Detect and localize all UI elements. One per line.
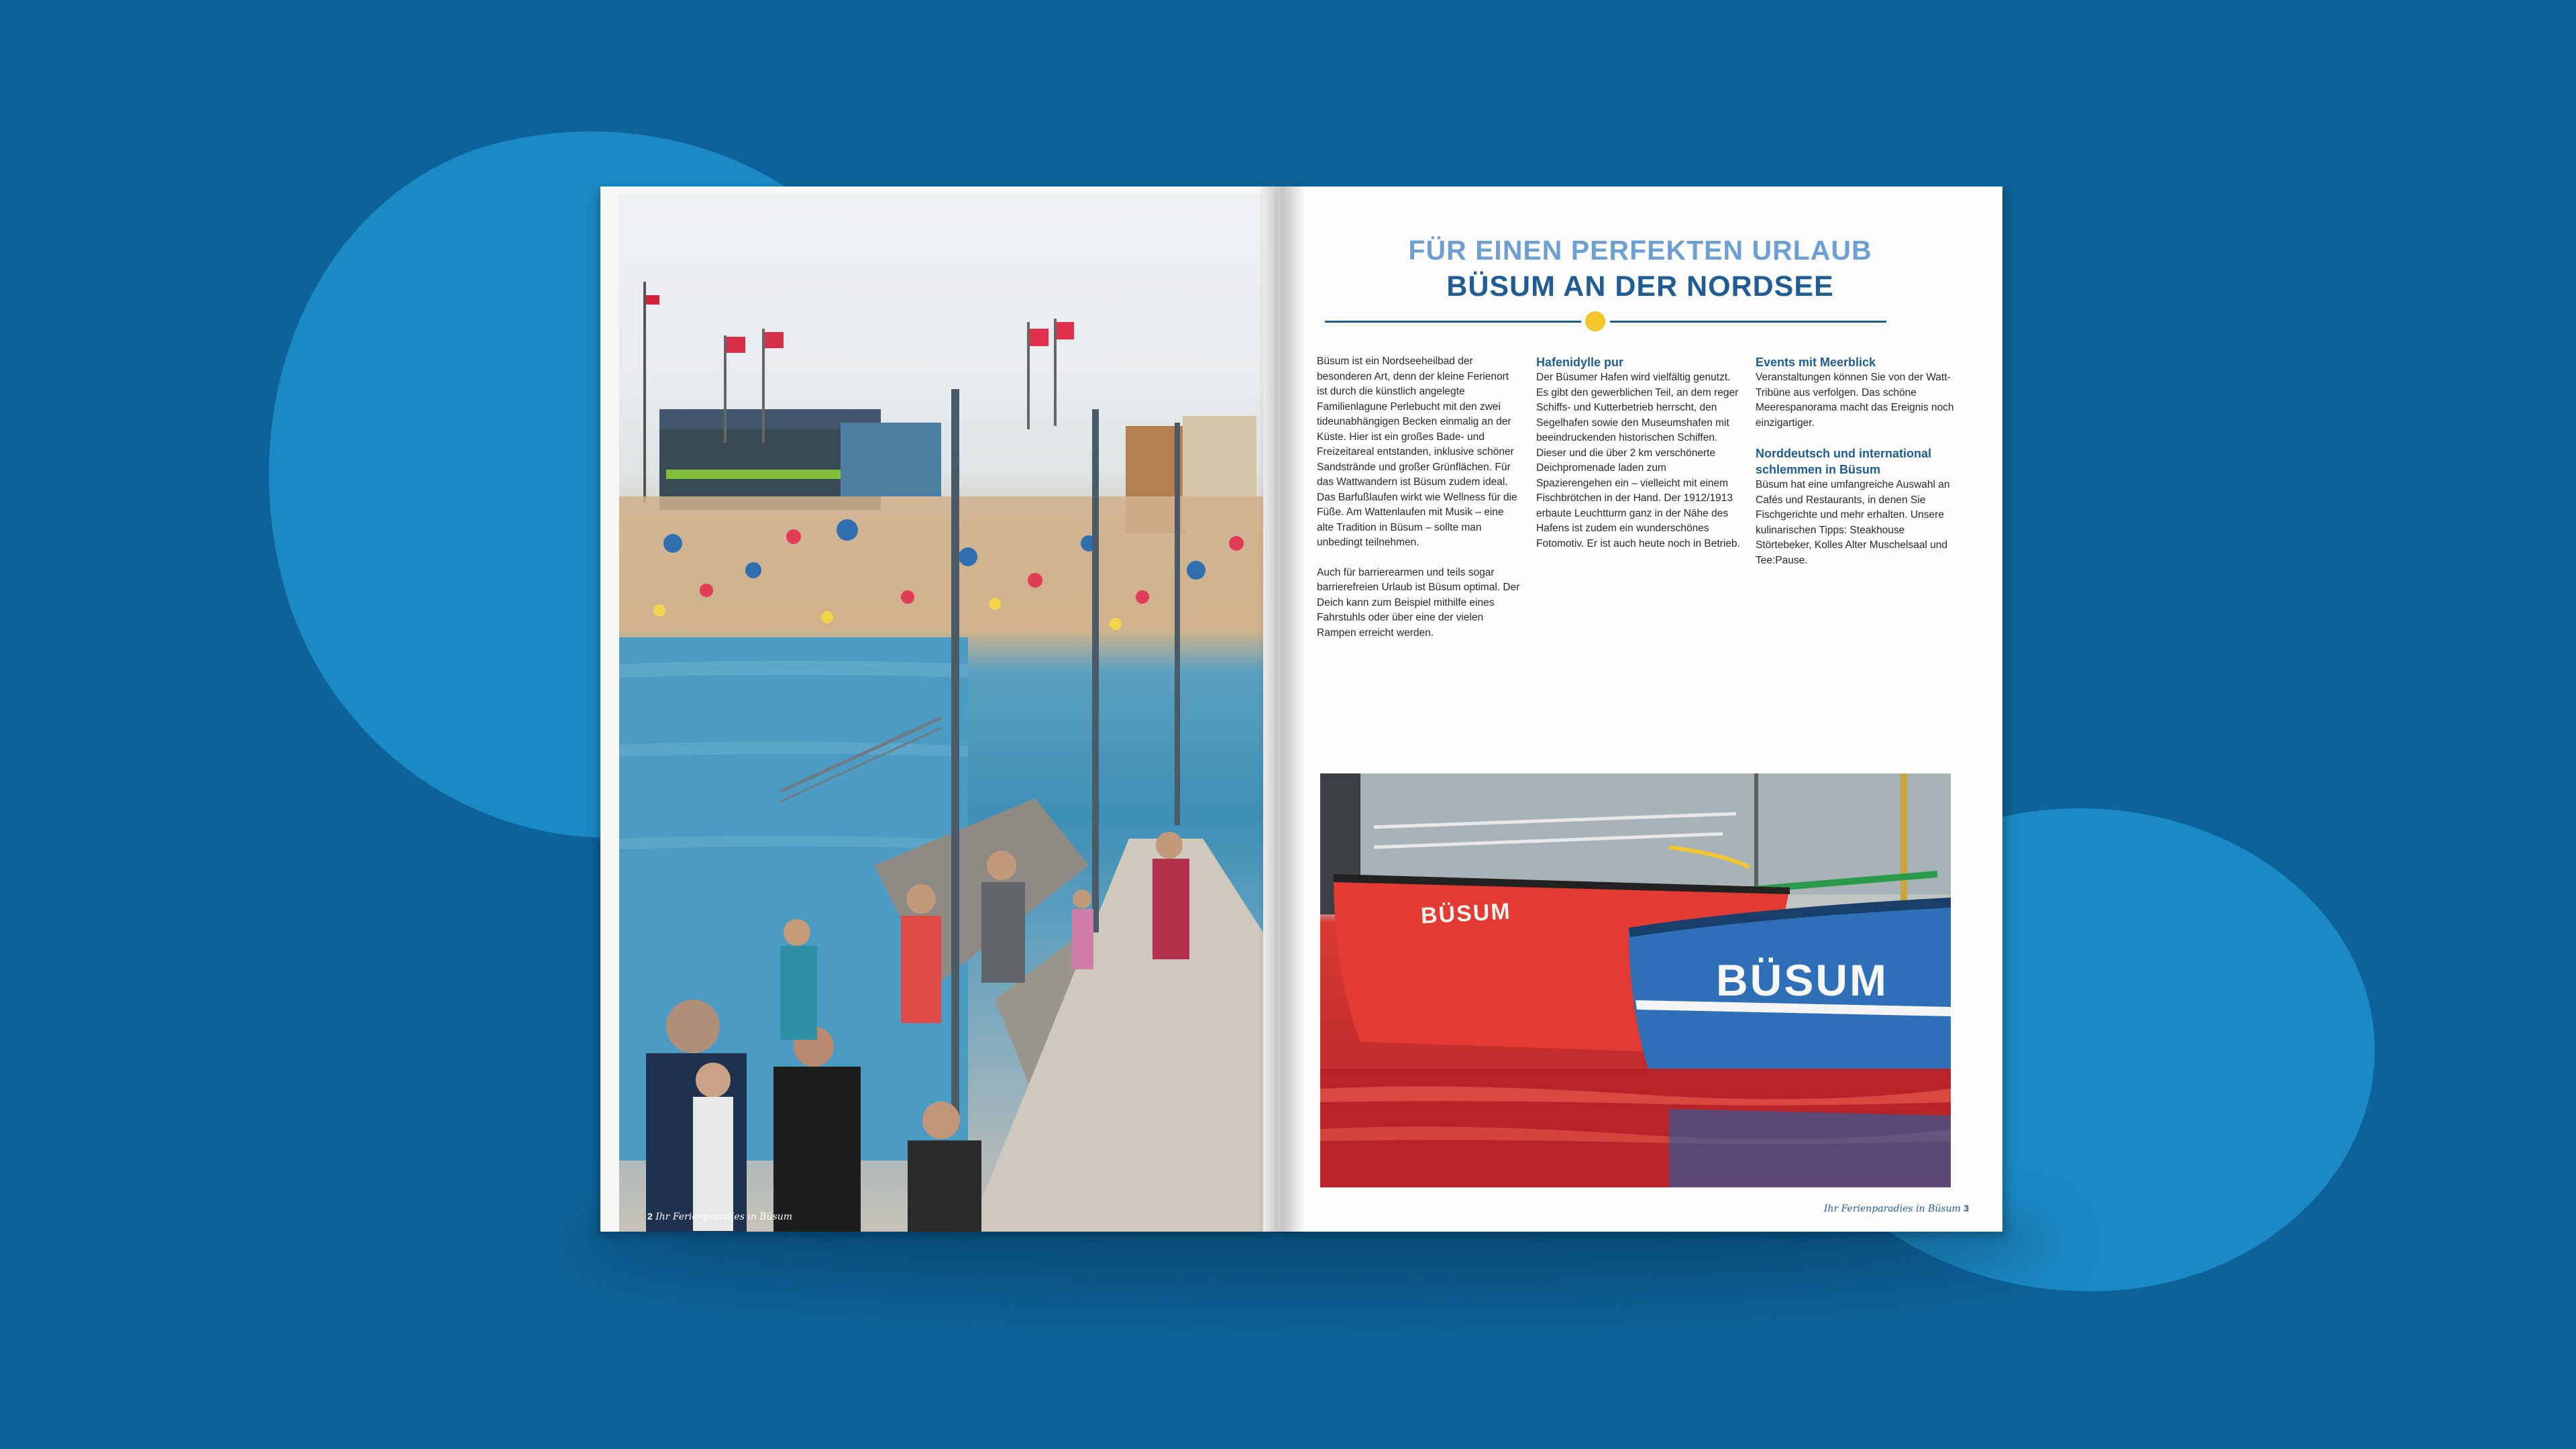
footer-right-text: Ihr Ferienparadies in Büsum bbox=[1823, 1203, 1961, 1214]
pier-beach-photo bbox=[619, 195, 1263, 1232]
harbour-boats-photo bbox=[1320, 773, 1951, 1187]
footer-left bbox=[647, 1211, 792, 1222]
footer-right bbox=[1824, 1203, 1969, 1214]
column3-title1: Events mit Meerblick bbox=[1756, 356, 1876, 369]
page-number-left: 2 bbox=[647, 1211, 653, 1222]
heading-line1: FÜR EINEN PERFEKTEN URLAUB bbox=[1408, 235, 1872, 266]
column3-title2: Norddeutsch und international schlemmen in Büsum bbox=[1756, 447, 1932, 476]
column3-body2: Büsum hat eine umfangreiche Auswahl an Cafés und Restaurants, in denen Sie Fischgerichte und mehr erhalten. Unsere kulinarischen Tipps: Steakhouse Störtebeker, Kolles Alter Muschelsaal und Tee:Pause. bbox=[1756, 479, 1950, 566]
column1-paragraph2: Auch für barrierearmen und teils sogar barrierefreien Urlaub ist Büsum optimal. Der Deich kann zum Beispiel mithilfe eines Fahrstuhls oder über eine der vielen Rampen erreicht werden. bbox=[1317, 566, 1520, 639]
red-boat-label: BÜSUM bbox=[1420, 898, 1512, 929]
text-column-3 bbox=[1756, 354, 1960, 583]
heading-rule-left bbox=[1325, 321, 1581, 323]
text-column-1 bbox=[1317, 354, 1521, 655]
page-number-right: 3 bbox=[1964, 1203, 1969, 1214]
footer-left-text: Ihr Ferienparadies in Büsum bbox=[655, 1212, 793, 1222]
column2-body: Der Büsumer Hafen wird vielfältig genutzt. Es gibt den gewerblichen Teil, an dem reger Schiffs- und Kutterbetrieb herrscht, den Segelhafen sowie den Museumshafen mit beeindruckenden historischen Schiffen. Dieser und die über 2 km verschönerte Deichpromenade laden zum Spazierengehen ein – vielleicht mit einem Fischbrötchen in der Hand. Der 1912/1913 erbaute Leuchtturm ganz in der Nähe des Hafens ist zudem ein wunderschönes Fotomotiv. Er ist auch heute noch in Betrieb. bbox=[1536, 372, 1740, 549]
brochure-spread bbox=[600, 186, 2002, 1233]
column3-body1: Veranstaltungen können Sie von der Watt-Tribüne aus verfolgen. Das schöne Meerespanorama macht das Ereignis noch einzigartiger. bbox=[1756, 372, 1954, 429]
left-page bbox=[600, 186, 1278, 1232]
heading-rule-right bbox=[1610, 321, 1886, 323]
heading-line2: BÜSUM AN DER NORDSEE bbox=[1446, 270, 1834, 303]
column1-paragraph1: Büsum ist ein Nordseeheilbad der besonderen Art, denn der kleine Ferienort ist durch die künstlich angelegte Familienlagune Perlebucht mit den zwei tideunabhängigen Becken einmalig an der Küste. Hier ist ein großes Bade- und Freizeitareal entstanden, inklusive schöner Sandstrände und großer Grünflächen. Für das Wattwandern ist Büsum zudem ideal. Das Barfußlaufen wirkt wie Wellness für die Füße. Am Wattenlaufen mit Musik – eine alte Tradition in Büsum – sollte man unbedingt teilnehmen. bbox=[1317, 356, 1517, 548]
text-column-2 bbox=[1536, 354, 1741, 566]
sun-icon bbox=[1585, 311, 1605, 331]
blue-boat-label: BÜSUM bbox=[1716, 955, 1888, 1005]
column2-title: Hafenidylle pur bbox=[1536, 356, 1624, 369]
right-page bbox=[1278, 186, 2002, 1232]
